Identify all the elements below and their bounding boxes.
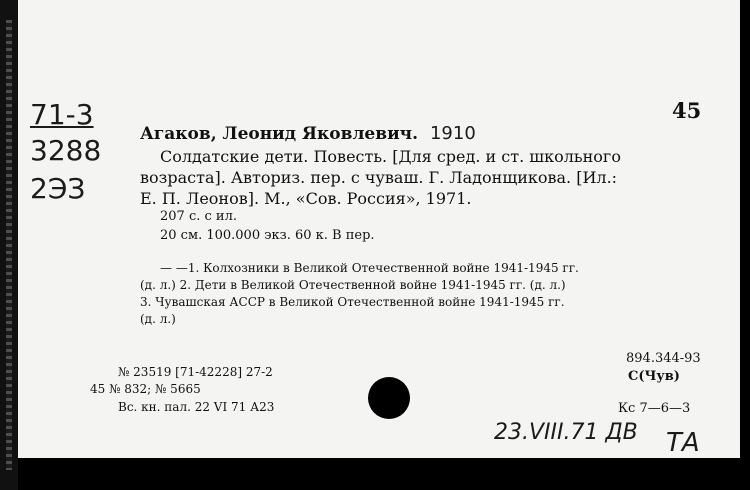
call-mark-line-3: 2ЭЗ (30, 172, 86, 205)
author-year-handwritten: 1910 (429, 123, 476, 144)
physical-line-1: 207 с. с ил. (160, 209, 237, 224)
title-line-1: Солдатские дети. Повесть. [Для сред. и ст. школьного (160, 147, 621, 166)
handwritten-initials: ТА (666, 428, 700, 458)
subject-line-3: 3. Чувашская АССР в Великой Отечественной войне 1941-1945 гг. (140, 295, 565, 309)
physical-line-2: 20 см. 100.000 экз. 60 к. В пер. (160, 228, 375, 243)
subject-line-2: (д. л.) 2. Дети в Великой Отечественной войне 1941-1945 гг. (д. л.) (140, 278, 566, 292)
subject-line-1: — —1. Колхозники в Великой Отечественной войне 1941-1945 гг. (160, 261, 579, 275)
record-line-3: Вс. кн. пал. 22 VI 71 А23 (118, 400, 275, 414)
subject-line-4: (д. л.) (140, 312, 176, 326)
call-mark-line-1: 71-3 (30, 98, 94, 131)
udc-index: 894.344-93 (626, 351, 701, 366)
author-heading (140, 123, 476, 144)
record-line-2: 45 № 832; № 5665 (90, 382, 201, 396)
bbk-index: С(Чув) (628, 369, 680, 384)
card-number: 45 (672, 98, 702, 123)
card-punch-hole (368, 377, 410, 419)
author-name: Агаков, Леонид Яковлевич. (140, 124, 419, 144)
call-mark-line-2: 3288 (30, 134, 102, 167)
title-line-2: возраста]. Авториз. пер. с чуваш. Г. Ладонщикова. [Ил.: (140, 168, 618, 187)
record-line-1: № 23519 [71-42228] 27-2 (118, 365, 273, 379)
kc-code: Кс 7—6—3 (618, 401, 691, 416)
scan-edge (0, 0, 18, 490)
handwritten-date: 23.VIII.71 ДВ (494, 420, 638, 445)
catalog-card (18, 0, 740, 458)
title-line-3: Е. П. Леонов]. М., «Сов. Россия», 1971. (140, 189, 472, 208)
